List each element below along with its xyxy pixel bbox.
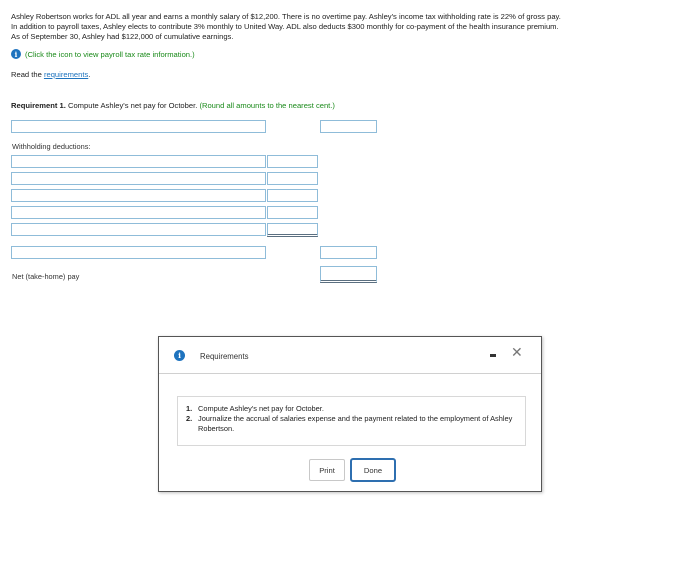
- requirements-link[interactable]: requirements: [43, 70, 89, 79]
- requirement-1-heading: [11, 101, 335, 110]
- list-item: [186, 414, 517, 434]
- payroll-info-link[interactable]: (Click the icon to view payroll tax rate information.): [25, 49, 195, 59]
- intro-line-3: As of September 30, Ashley had $122,000 of cumulative earnings.: [11, 32, 234, 41]
- list-item: [186, 404, 517, 414]
- deduction-5-amount-input[interactable]: [267, 223, 318, 237]
- payroll-info-row: [11, 49, 195, 59]
- deduction-2-label-input[interactable]: [11, 172, 266, 185]
- deduction-1-label-input[interactable]: [11, 155, 266, 168]
- intro-line-2: In addition to payroll taxes, Ashley elects to contribute 3% monthly to United Way. ADL also deducts $300 monthly for co-payment of the health insurance premium.: [11, 22, 559, 31]
- deduction-4-label-input[interactable]: [11, 206, 266, 219]
- minimize-icon[interactable]: [490, 354, 496, 357]
- requirements-list: [177, 396, 526, 446]
- problem-statement: [11, 12, 691, 42]
- requirement-1-hint: (Round all amounts to the nearest cent.): [197, 101, 335, 110]
- requirements-dialog: [158, 336, 542, 492]
- item-text: Compute Ashley's net pay for October.: [198, 404, 324, 413]
- deduction-3-amount-input[interactable]: [267, 189, 318, 202]
- requirement-1-text: Compute Ashley's net pay for October.: [65, 101, 198, 110]
- dialog-title: Requirements: [200, 352, 249, 361]
- gross-pay-label-input[interactable]: [11, 120, 266, 133]
- total-withholding-label-input[interactable]: [11, 246, 266, 259]
- info-icon[interactable]: i: [11, 49, 21, 59]
- item-number: 2.: [186, 414, 193, 423]
- intro-line-1: Ashley Robertson works for ADL all year and earns a monthly salary of $12,200. There is no overtime pay. Ashley's income tax withholding rate is 22% of gross pay.: [11, 12, 561, 21]
- total-withholding-amount-input[interactable]: [320, 246, 377, 259]
- dialog-header: [159, 337, 541, 374]
- deduction-4-amount-input[interactable]: [267, 206, 318, 219]
- print-button[interactable]: Print: [309, 459, 345, 481]
- deduction-5-label-input[interactable]: [11, 223, 266, 236]
- deduction-1-amount-input[interactable]: [267, 155, 318, 168]
- net-pay-amount-input[interactable]: [320, 266, 377, 283]
- read-prefix: Read the: [11, 70, 44, 79]
- item-text: Journalize the accrual of salaries expense and the payment related to the employment of Ashley Robertson.: [198, 414, 513, 433]
- requirement-1-label: Requirement 1.: [11, 101, 66, 110]
- item-number: 1.: [186, 404, 193, 413]
- info-icon: i: [174, 350, 185, 361]
- deduction-3-label-input[interactable]: [11, 189, 266, 202]
- close-icon[interactable]: ✕: [511, 345, 523, 361]
- read-suffix: .: [88, 70, 91, 79]
- read-requirements: [11, 70, 90, 79]
- withholding-deductions-label: Withholding deductions:: [12, 142, 91, 151]
- gross-pay-amount-input[interactable]: [320, 120, 377, 133]
- done-button[interactable]: Done: [350, 458, 396, 482]
- net-pay-label: Net (take-home) pay: [12, 272, 80, 281]
- deduction-2-amount-input[interactable]: [267, 172, 318, 185]
